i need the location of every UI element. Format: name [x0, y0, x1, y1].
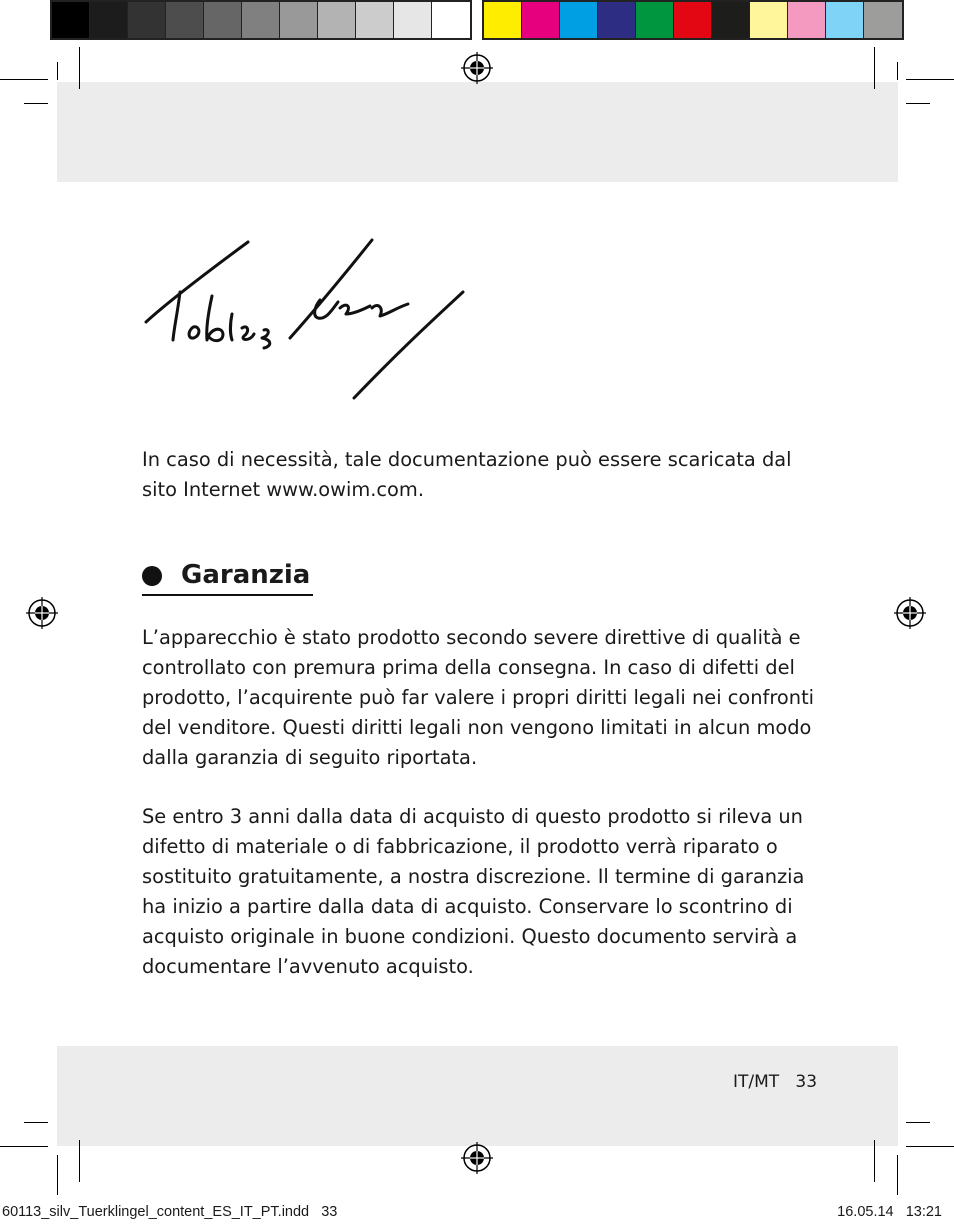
registration-mark-icon [461, 52, 493, 84]
slug-date: 16.05.14 13:21 [837, 1204, 942, 1220]
color-swatch [90, 2, 128, 38]
color-swatch [636, 2, 674, 38]
color-swatch [674, 2, 712, 38]
color-swatch [864, 2, 902, 38]
crop-mark [24, 103, 48, 104]
crop-mark [0, 1146, 48, 1147]
color-swatch [712, 2, 750, 38]
signature-image [140, 230, 480, 405]
page-number: IT/MT 33 [733, 1072, 818, 1092]
registration-mark-icon [461, 1142, 493, 1174]
registration-mark-icon [26, 597, 58, 629]
crop-mark [57, 62, 58, 80]
heading-underline [142, 594, 313, 596]
color-swatch [598, 2, 636, 38]
intro-paragraph: In caso di necessità, tale documentazione può essere scaricata dal sito Internet www.owim.com. [142, 448, 792, 501]
color-swatch [432, 2, 470, 38]
crop-mark [906, 103, 930, 104]
crop-mark [79, 47, 80, 89]
crop-mark [906, 1122, 930, 1123]
crop-mark [897, 62, 898, 80]
crop-mark [897, 1155, 898, 1195]
crop-mark [0, 79, 48, 80]
crop-mark [906, 1146, 954, 1147]
color-swatch [166, 2, 204, 38]
warranty-paragraph-1: L’apparecchio è stato prodotto secondo severe direttive di qualità e controllato con premura prima della consegna. In caso di difetti del prodotto, l’acquirente può far valere i propri diritti legali nei confronti del venditore. Questi diritti legali non vengono limitati in alcun modo dalla garanzia di seguito riportata. [142, 626, 815, 769]
color-swatch [52, 2, 90, 38]
color-swatch [128, 2, 166, 38]
crop-mark [24, 1122, 48, 1123]
bottom-gray-band [57, 1046, 898, 1146]
grayscale-color-bar [50, 0, 472, 40]
crop-mark [874, 47, 875, 89]
color-swatch [522, 2, 560, 38]
crop-mark [874, 1140, 875, 1182]
warranty-paragraph-2: Se entro 3 anni dalla data di acquisto di questo prodotto si rileva un difetto di materiale o di fabbricazione, il prodotto verrà riparato o sostituito gratuitamente, a nostra discrezione. Il termine di garanzia ha inizio a partire dalla data di acquisto. Conservare lo scontrino di acquisto originale in buone condizioni. Questo documento servirà a documentare l’avvenuto acquisto. [142, 805, 805, 978]
top-gray-band [57, 82, 898, 182]
section-title: Garanzia [181, 560, 311, 590]
color-swatch [242, 2, 280, 38]
crop-mark [57, 1155, 58, 1195]
color-swatch [560, 2, 598, 38]
color-swatch [788, 2, 826, 38]
color-swatch [484, 2, 522, 38]
process-color-bar [482, 0, 904, 40]
color-swatch [750, 2, 788, 38]
slug-file-name: 60113_silv_Tuerklingel_content_ES_IT_PT.indd 33 [2, 1204, 338, 1220]
registration-mark-icon [894, 597, 926, 629]
color-swatch [826, 2, 864, 38]
color-swatch [356, 2, 394, 38]
crop-mark [79, 1140, 80, 1182]
color-swatch [394, 2, 432, 38]
crop-mark [906, 79, 954, 80]
color-swatch [280, 2, 318, 38]
color-swatch [204, 2, 242, 38]
black-circle-bullet-icon [142, 566, 162, 586]
color-swatch [318, 2, 356, 38]
